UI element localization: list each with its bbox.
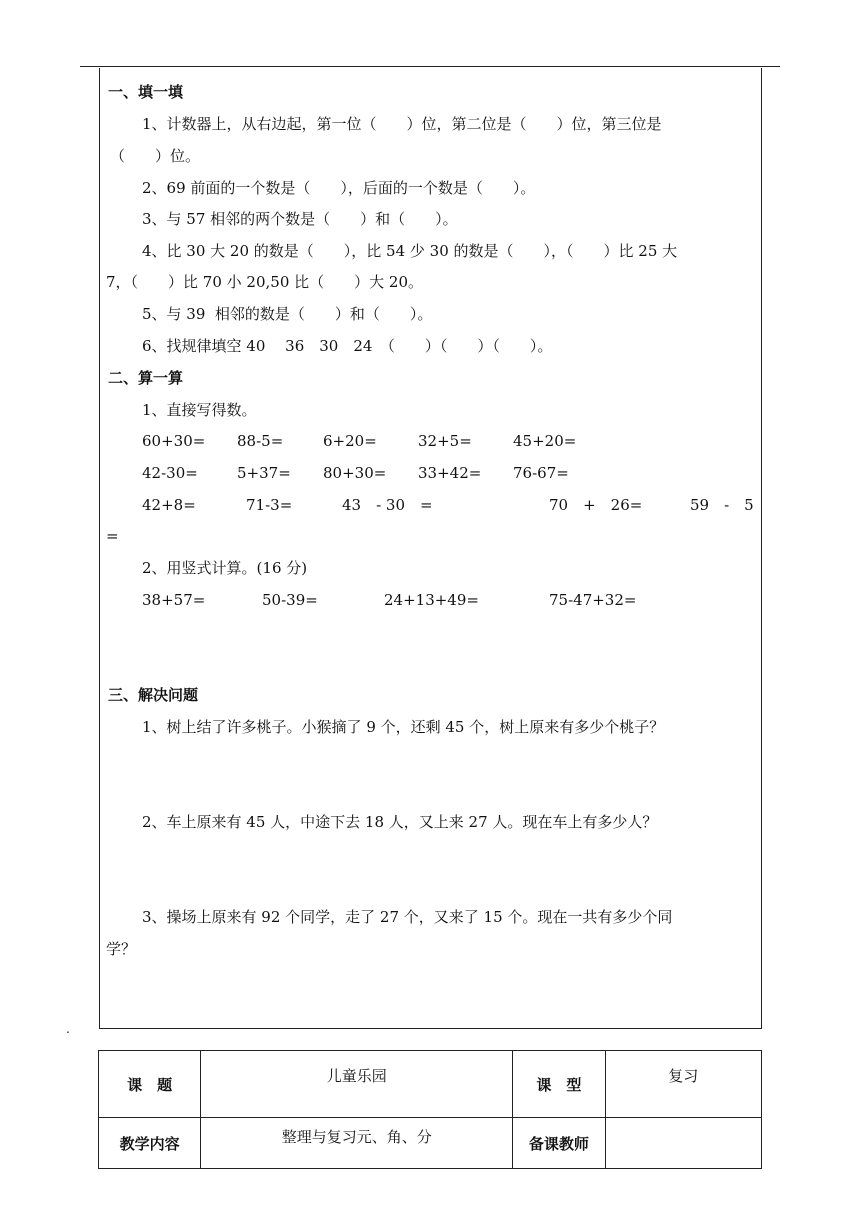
calc-item: 60+30=	[142, 432, 206, 450]
calc-sub-2: 2、用竖式计算。(16 分)	[142, 559, 308, 577]
topic-label: 课 题	[99, 1051, 201, 1118]
calc-item: 42-30=	[142, 464, 198, 482]
word-problem-2: 2、车上原来有 45 人，中途下去 18 人，又上来 27 人。现在车上有多少人？	[142, 813, 658, 831]
vertical-calc-item: 38+57=	[142, 591, 206, 609]
content-value: 整理与复习元、角、分	[201, 1118, 513, 1169]
type-label: 课 型	[513, 1051, 605, 1118]
calc-item: 71-3=	[246, 496, 293, 514]
question-1-line-1: 1、计数器上，从右边起，第一位（ ）位，第二位是（ ）位，第三位是	[142, 115, 662, 133]
header-rule	[80, 66, 780, 67]
table-row	[99, 1118, 762, 1169]
vertical-calc-item: 75-47+32=	[549, 591, 637, 609]
calc-item: 80+30=	[323, 464, 387, 482]
question-4-line-2: 7，（ ）比 70 小 20,50 比（ ）大 20。	[106, 273, 424, 291]
section-title-fill: 一、填一填	[108, 83, 184, 101]
calc-item: 6+20=	[323, 432, 377, 450]
section-title-calc: 二、算一算	[108, 369, 184, 387]
calc-item: 45+20=	[513, 432, 577, 450]
calc-item: 43 - 30 =	[342, 496, 433, 514]
calc-sub-1: 1、直接写得数。	[142, 401, 257, 419]
stray-dot: .	[66, 1022, 70, 1036]
calc-item-tail: =	[106, 527, 119, 545]
vertical-calc-item: 24+13+49=	[384, 591, 479, 609]
calc-item: 5+37=	[237, 464, 291, 482]
question-1-line-2: （ ）位。	[110, 147, 201, 165]
question-5: 5、与 39 相邻的数是（ ）和（ ）。	[142, 305, 433, 323]
calc-item: 32+5=	[418, 432, 472, 450]
question-4-line-1: 4、比 30 大 20 的数是（ ），比 54 少 30 的数是（ ），（ ）比 25 大	[142, 242, 678, 260]
word-problem-3-line-2: 学？	[106, 940, 137, 958]
topic-value: 儿童乐园	[201, 1051, 513, 1118]
question-2: 2、69 前面的一个数是（ ），后面的一个数是（ ）。	[142, 179, 536, 197]
calc-item: 76-67=	[513, 464, 569, 482]
calc-item: 70 + 26=	[549, 496, 643, 514]
calc-item: 42+8=	[142, 496, 196, 514]
section-title-problems: 三、解决问题	[108, 686, 199, 704]
word-problem-3-line-1: 3、操场上原来有 92 个同学，走了 27 个，又来了 15 个。现在一共有多少个同	[142, 908, 673, 926]
calc-item: 33+42=	[418, 464, 482, 482]
teacher-value	[605, 1118, 762, 1169]
calc-item: 88-5=	[237, 432, 284, 450]
lesson-info-table	[98, 1050, 762, 1169]
question-6: 6、找规律填空 40 36 30 24 （ ）（ ）（ ）。	[142, 337, 553, 355]
teacher-label: 备课教师	[513, 1118, 605, 1169]
word-problem-1: 1、树上结了许多桃子。小猴摘了 9 个，还剩 45 个，树上原来有多少个桃子？	[142, 718, 665, 736]
table-row	[99, 1051, 762, 1118]
question-3: 3、与 57 相邻的两个数是（ ）和（ ）。	[142, 210, 458, 228]
calc-item: 59 - 5	[690, 496, 754, 514]
vertical-calc-item: 50-39=	[262, 591, 318, 609]
type-value: 复习	[605, 1051, 762, 1118]
content-label: 教学内容	[99, 1118, 201, 1169]
